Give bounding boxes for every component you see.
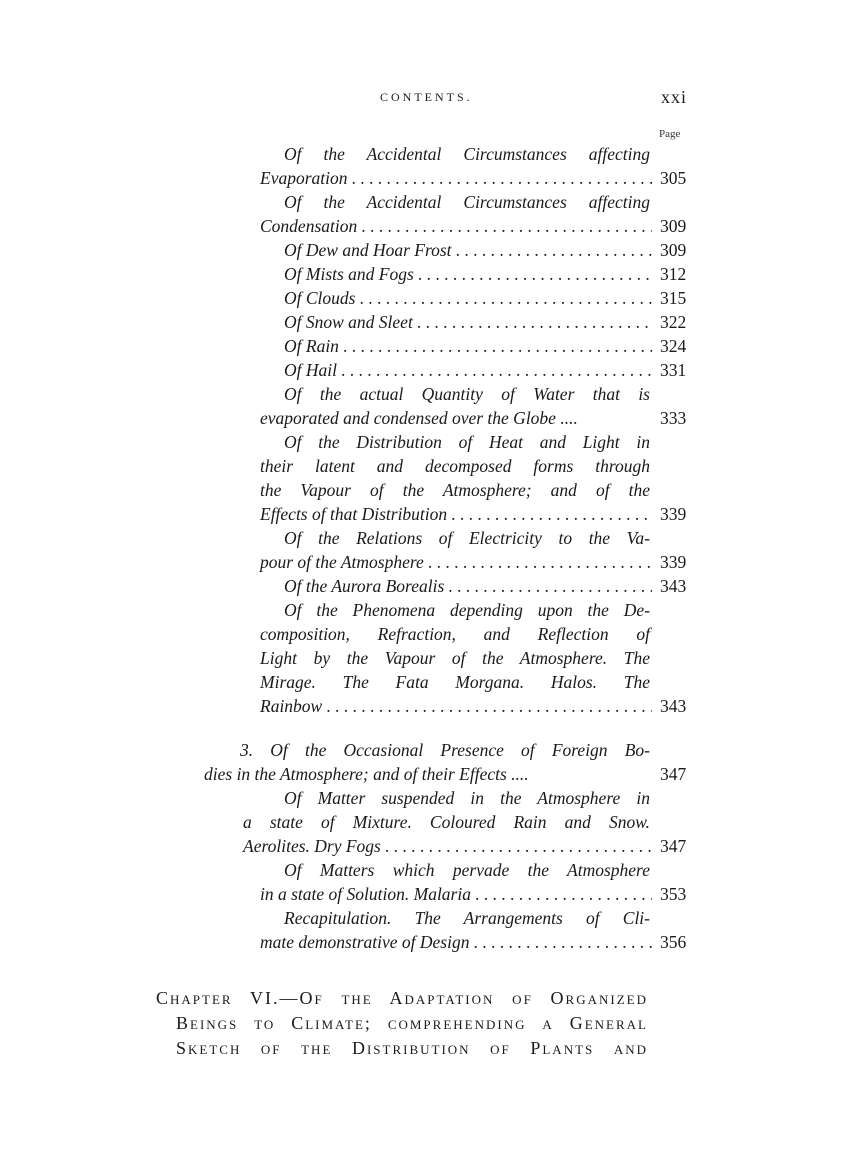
- leader-dots: [456, 238, 652, 262]
- toc-entry-text: a state of Mixture. Coloured Rain and Snow.: [243, 812, 650, 832]
- toc-page-number: 309: [660, 240, 687, 260]
- chapter-heading-line: Sketch of the Distribution of Plants and: [176, 1038, 648, 1058]
- toc-entry-line: [284, 310, 652, 334]
- toc-entry-text: in a state of Solution. Malaria: [260, 884, 471, 904]
- leader-dots: [343, 334, 652, 358]
- toc-entry-line: [260, 694, 652, 718]
- leader-dots: [385, 834, 652, 858]
- page-folio: xxi: [661, 87, 688, 107]
- toc-entry-line: [260, 882, 652, 906]
- toc-entry-text: Of Hail: [284, 360, 337, 380]
- toc-entry-line: [260, 214, 652, 238]
- toc-page-number: 356: [660, 932, 687, 952]
- leader-dots: [352, 166, 653, 190]
- toc-page-number: 343: [660, 576, 687, 596]
- chapter-heading-line: Chapter VI.—Of the Adaptation of Organized: [156, 988, 648, 1008]
- toc-entry-line: [284, 526, 650, 550]
- toc-entry-line: [284, 190, 650, 214]
- toc-entry-line: [260, 454, 650, 478]
- toc-section-line: [204, 762, 652, 786]
- leader-dots: [418, 262, 652, 286]
- toc-entry-line: [284, 906, 650, 930]
- toc-entry-line: [284, 858, 650, 882]
- toc-entry-line: [260, 406, 652, 430]
- toc-entry-text: Condensation: [260, 216, 358, 236]
- toc-page-number: 339: [660, 504, 687, 524]
- leader-dots: [475, 882, 652, 906]
- toc-entry-text: the Vapour of the Atmosphere; and of the: [260, 480, 650, 500]
- toc-entry-text: Of the Aurora Borealis: [284, 576, 445, 596]
- toc-entry-line: [260, 502, 652, 526]
- toc-entry-line: [260, 622, 650, 646]
- toc-page-number: 322: [660, 312, 687, 332]
- page-column-label: Page: [659, 128, 681, 140]
- toc-entry-line: [260, 930, 652, 954]
- toc-entry-text: their latent and decomposed forms through: [260, 456, 650, 476]
- toc-entry-text: Of the Phenomena depending upon the De-: [284, 600, 650, 620]
- toc-entry-text: Effects of that Distribution: [260, 504, 448, 524]
- toc-entry-text: Of the Distribution of Heat and Light in: [284, 432, 650, 452]
- toc-entry-line: [284, 598, 650, 622]
- toc-page-number: 347: [660, 836, 687, 856]
- toc-page-number: 347: [660, 764, 687, 784]
- toc-entry-line: [260, 550, 652, 574]
- toc-entry-line: [284, 142, 650, 166]
- toc-entry-line: [284, 238, 652, 262]
- leader-dots: [361, 214, 652, 238]
- toc-entry-text: Of the Accidental Circumstances affecting: [284, 192, 650, 212]
- toc-entry-line: [260, 646, 650, 670]
- toc-entry-text: Aerolites. Dry Fogs: [243, 836, 381, 856]
- toc-entry-text: Of Mists and Fogs: [284, 264, 414, 284]
- toc-entry-text: Of Matter suspended in the Atmosphere in: [284, 788, 650, 808]
- toc-page-number: 324: [660, 336, 687, 356]
- leader-dots: [451, 502, 652, 526]
- toc-entry-line: [243, 834, 652, 858]
- toc-entry-text: Of Dew and Hoar Frost: [284, 240, 452, 260]
- toc-entry-text: Of Snow and Sleet: [284, 312, 413, 332]
- toc-entry-text: mate demonstrative of Design: [260, 932, 470, 952]
- toc-entry-text: pour of the Atmosphere: [260, 552, 424, 572]
- toc-entry-text: Light by the Vapour of the Atmosphere. The: [260, 648, 650, 668]
- toc-entry-line: [284, 430, 650, 454]
- toc-page-number: 305: [660, 168, 687, 188]
- toc-page-number: 312: [660, 264, 687, 284]
- toc-entry-text: Of the actual Quantity of Water that is: [284, 384, 650, 404]
- leader-dots: [448, 574, 652, 598]
- toc-entry-line: [260, 166, 652, 190]
- toc-page-number: 333: [660, 408, 687, 428]
- toc-entry-text: Of the Accidental Circumstances affecting: [284, 144, 650, 164]
- toc-section-line: [240, 738, 650, 762]
- toc-entry-text: Of Rain: [284, 336, 339, 356]
- leader-dots: [341, 358, 652, 382]
- leader-dots: [473, 930, 652, 954]
- toc-entry-line: [284, 574, 652, 598]
- toc-entry-line: [243, 810, 650, 834]
- toc-entry-text: Recapitulation. The Arrangements of Cli-: [284, 908, 650, 928]
- toc-entry-line: [260, 670, 650, 694]
- toc-entry-line: [284, 262, 652, 286]
- toc-entry-text: composition, Refraction, and Reflection of: [260, 624, 650, 644]
- toc-entry-line: [284, 286, 652, 310]
- toc-entry-line: [284, 334, 652, 358]
- toc-entry-line: [284, 358, 652, 382]
- toc-page-number: 353: [660, 884, 687, 904]
- leader-dots: [417, 310, 652, 334]
- chapter-heading-line: Beings to Climate; comprehending a General: [176, 1013, 648, 1033]
- toc-page-number: 315: [660, 288, 687, 308]
- toc-entry-text: Of Clouds: [284, 288, 356, 308]
- toc-page-number: 309: [660, 216, 687, 236]
- leader-dots: [359, 286, 652, 310]
- leader-dots: [428, 550, 652, 574]
- toc-page-number: 331: [660, 360, 687, 380]
- toc-entry-text: dies in the Atmosphere; and of their Effects ....: [204, 764, 529, 784]
- toc-entry-text: evaporated and condensed over the Globe ....: [260, 408, 578, 428]
- toc-entry-line: [284, 786, 650, 810]
- toc-page-number: 339: [660, 552, 687, 572]
- leader-dots: [326, 694, 652, 718]
- running-head: CONTENTS.: [380, 90, 473, 104]
- toc-entry-text: Evaporation: [260, 168, 348, 188]
- toc-page-number: 343: [660, 696, 687, 716]
- toc-entry-text: Rainbow: [260, 696, 323, 716]
- toc-entry-text: 3. Of the Occasional Presence of Foreign Bo-: [240, 740, 650, 760]
- toc-entry-text: Of the Relations of Electricity to the Va-: [284, 528, 650, 548]
- toc-entry-text: Mirage. The Fata Morgana. Halos. The: [260, 672, 650, 692]
- toc-entry-line: [284, 382, 650, 406]
- toc-entry-text: Of Matters which pervade the Atmosphere: [284, 860, 650, 880]
- toc-entry-line: [260, 478, 650, 502]
